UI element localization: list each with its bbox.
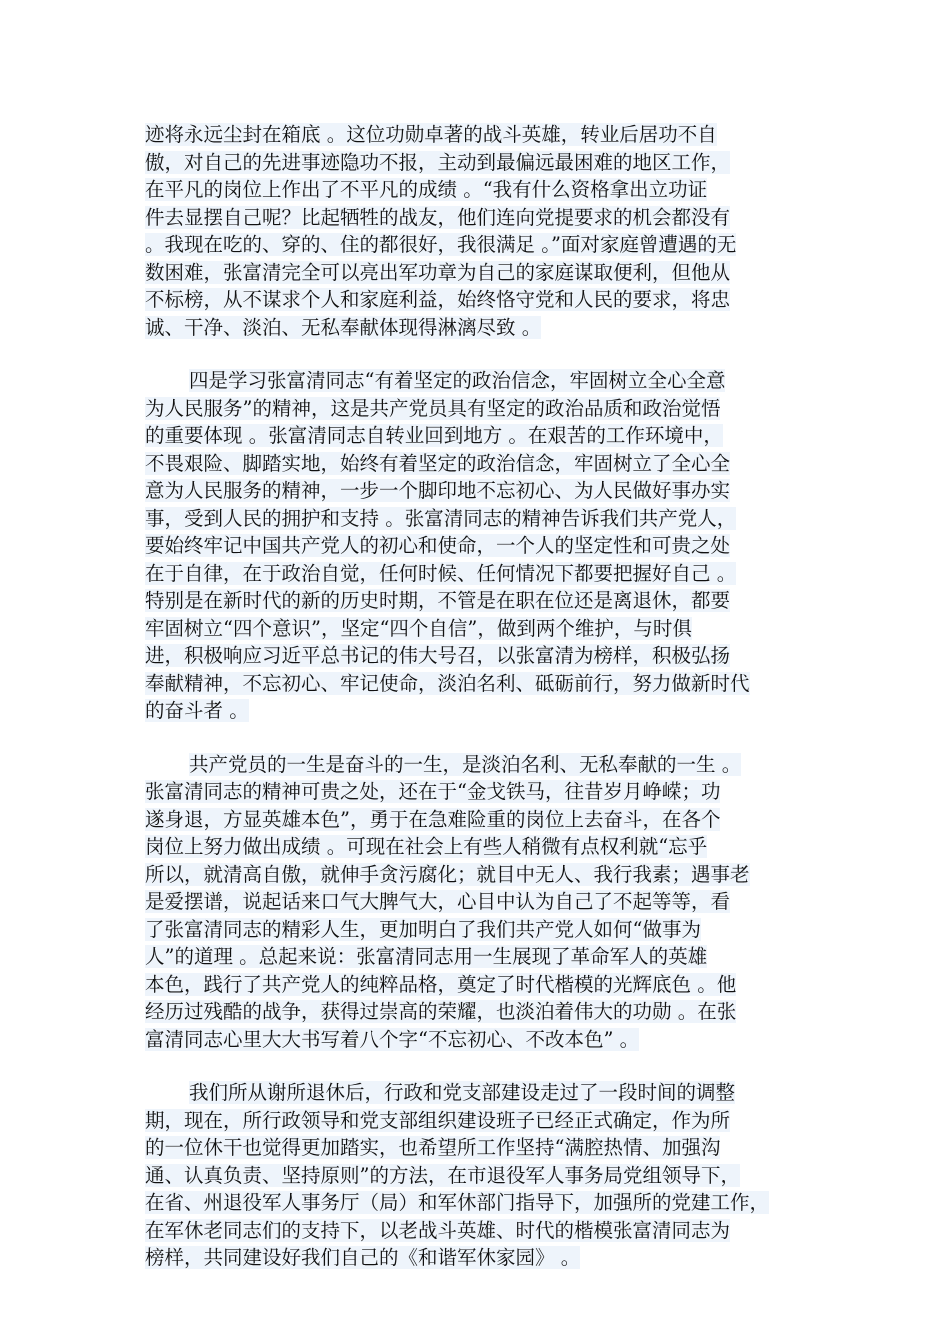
text-line: 为人民服务”的精神，这是共产党员具有坚定的政治品质和政治觉悟 <box>145 396 721 420</box>
text-line: 在军休老同志们的支持下，以老战斗英雄、时代的楷模张富清同志为 <box>145 1218 731 1242</box>
text-line: 我们所从谢所退休后，行政和党支部建设走过了一段时间的调整 <box>189 1081 736 1104</box>
text-line: 通、认真负责、坚持原则”的方法，在市退役军人事务局党组领导下， <box>145 1163 740 1187</box>
text-line: 的奋斗者 。 <box>145 699 249 722</box>
text-line: 在平凡的岗位上作出了不平凡的成绩 。“我有什么资格拿出立功证 <box>145 178 708 201</box>
text-line: 事，受到人民的拥护和支持 。张富清同志的精神告诉我们共产党人， <box>145 506 737 530</box>
text-line: 人”的道理 。总起来说：张富清同志用一生展现了革命军人的英雄 <box>145 945 708 968</box>
text-line: 进，积极响应习近平总书记的伟大号召，以张富清为榜样，积极弘扬 <box>145 644 731 667</box>
text-line: 是爱摆谱，说起话来口气大脾气大，心目中认为自己了不起等等，看 <box>145 890 731 913</box>
text-line: 奉献精神，不忘初心、牢记使命，淡泊名利、砥砺前行，努力做新时代 <box>145 671 750 695</box>
text-line: 经历过残酷的战争，获得过崇高的荣耀，也淡泊着伟大的功勋 。在张 <box>145 1000 737 1023</box>
text-line: 的一位休干也觉得更加踏实，也希望所工作坚持“满腔热情、加强沟 <box>145 1136 721 1159</box>
text-line: 遂身退，方显英雄本色”，勇于在急难险重的岗位上去奋斗，在各个 <box>145 807 721 831</box>
text-line: 所以，就清高自傲，就伸手贪污腐化；就目中无人、我行我素；遇事老 <box>145 862 750 886</box>
text-line: 岗位上努力做出成绩 。可现在社会上有些人稍微有点权利就“忘乎 <box>145 835 708 858</box>
text-line: 不畏艰险、脚踏实地，始终有着坚定的政治信念，牢固树立了全心全 <box>145 451 731 475</box>
paragraph-4 <box>145 1079 837 1272</box>
text-line: 共产党员的一生是奋斗的一生，是淡泊名利、无私奉献的一生 。 <box>189 752 742 776</box>
text-line: 诚、干净、淡泊、无私奉献体现得淋漓尽致 。 <box>145 315 542 339</box>
text-line: 四是学习张富清同志“有着坚定的政治信念，牢固树立全心全意 <box>189 369 726 392</box>
text-line: 在省、州退役军人事务厅（局）和军休部门指导下，加强所的党建工作， <box>145 1191 770 1214</box>
text-line: 特别是在新时代的新的历史时期，不管是在职在位还是离退休，都要 <box>145 589 731 612</box>
text-line: 张富清同志的精神可贵之处，还在于“金戈铁马，往昔岁月峥嵘；功 <box>145 780 721 803</box>
text-line: 傲，对自己的先进事迹隐功不报，主动到最偏远最困难的地区工作， <box>145 150 731 174</box>
text-line: 牢固树立“四个意识”，坚定“四个自信”，做到两个维护，与时俱 <box>145 616 692 640</box>
text-line: 数困难，张富清完全可以亮出军功章为自己的家庭谋取便利，但他从 <box>145 260 731 284</box>
text-line: 榜样，共同建设好我们自己的《和谐军休家园》 。 <box>145 1246 581 1269</box>
text-line: 迹将永远尘封在箱底 。这位功勋卓著的战斗英雄，转业后居功不自 <box>145 123 717 146</box>
text-line: 。我现在吃的、穿的、住的都很好，我很满足 。”面对家庭曾遭遇的无 <box>145 233 737 256</box>
text-line: 不标榜，从不谋求个人和家庭利益，始终恪守党和人民的要求，将忠 <box>145 288 731 311</box>
text-line: 在于自律，在于政治自觉，任何时候、任何情况下都要把握好自己 。 <box>145 561 737 585</box>
paragraph-2 <box>145 367 837 725</box>
paragraph-3 <box>145 751 837 1054</box>
text-line: 本色，践行了共产党人的纯粹品格，奠定了时代楷模的光辉底色 。他 <box>145 972 737 996</box>
paragraph-1 <box>145 121 837 341</box>
text-line: 富清同志心里大大书写着八个字“不忘初心、不改本色” 。 <box>145 1027 640 1051</box>
text-line: 要始终牢记中国共产党人的初心和使命，一个人的坚定性和可贵之处 <box>145 534 731 557</box>
document-body <box>145 121 837 1298</box>
text-line: 了张富清同志的精彩人生，更加明白了我们共产党人如何“做事为 <box>145 917 701 941</box>
text-line: 期，现在，所行政领导和党支部组织建设班子已经正式确定，作为所 <box>145 1108 731 1132</box>
text-line: 意为人民服务的精神，一步一个脚印地不忘初心、为人民做好事办实 <box>145 479 731 502</box>
text-line: 件去显摆自己呢？比起牺牲的战友，他们连向党提要求的机会都没有 <box>145 205 731 229</box>
text-line: 的重要体现 。张富清同志自转业回到地方 。在艰苦的工作环境中， <box>145 424 723 447</box>
